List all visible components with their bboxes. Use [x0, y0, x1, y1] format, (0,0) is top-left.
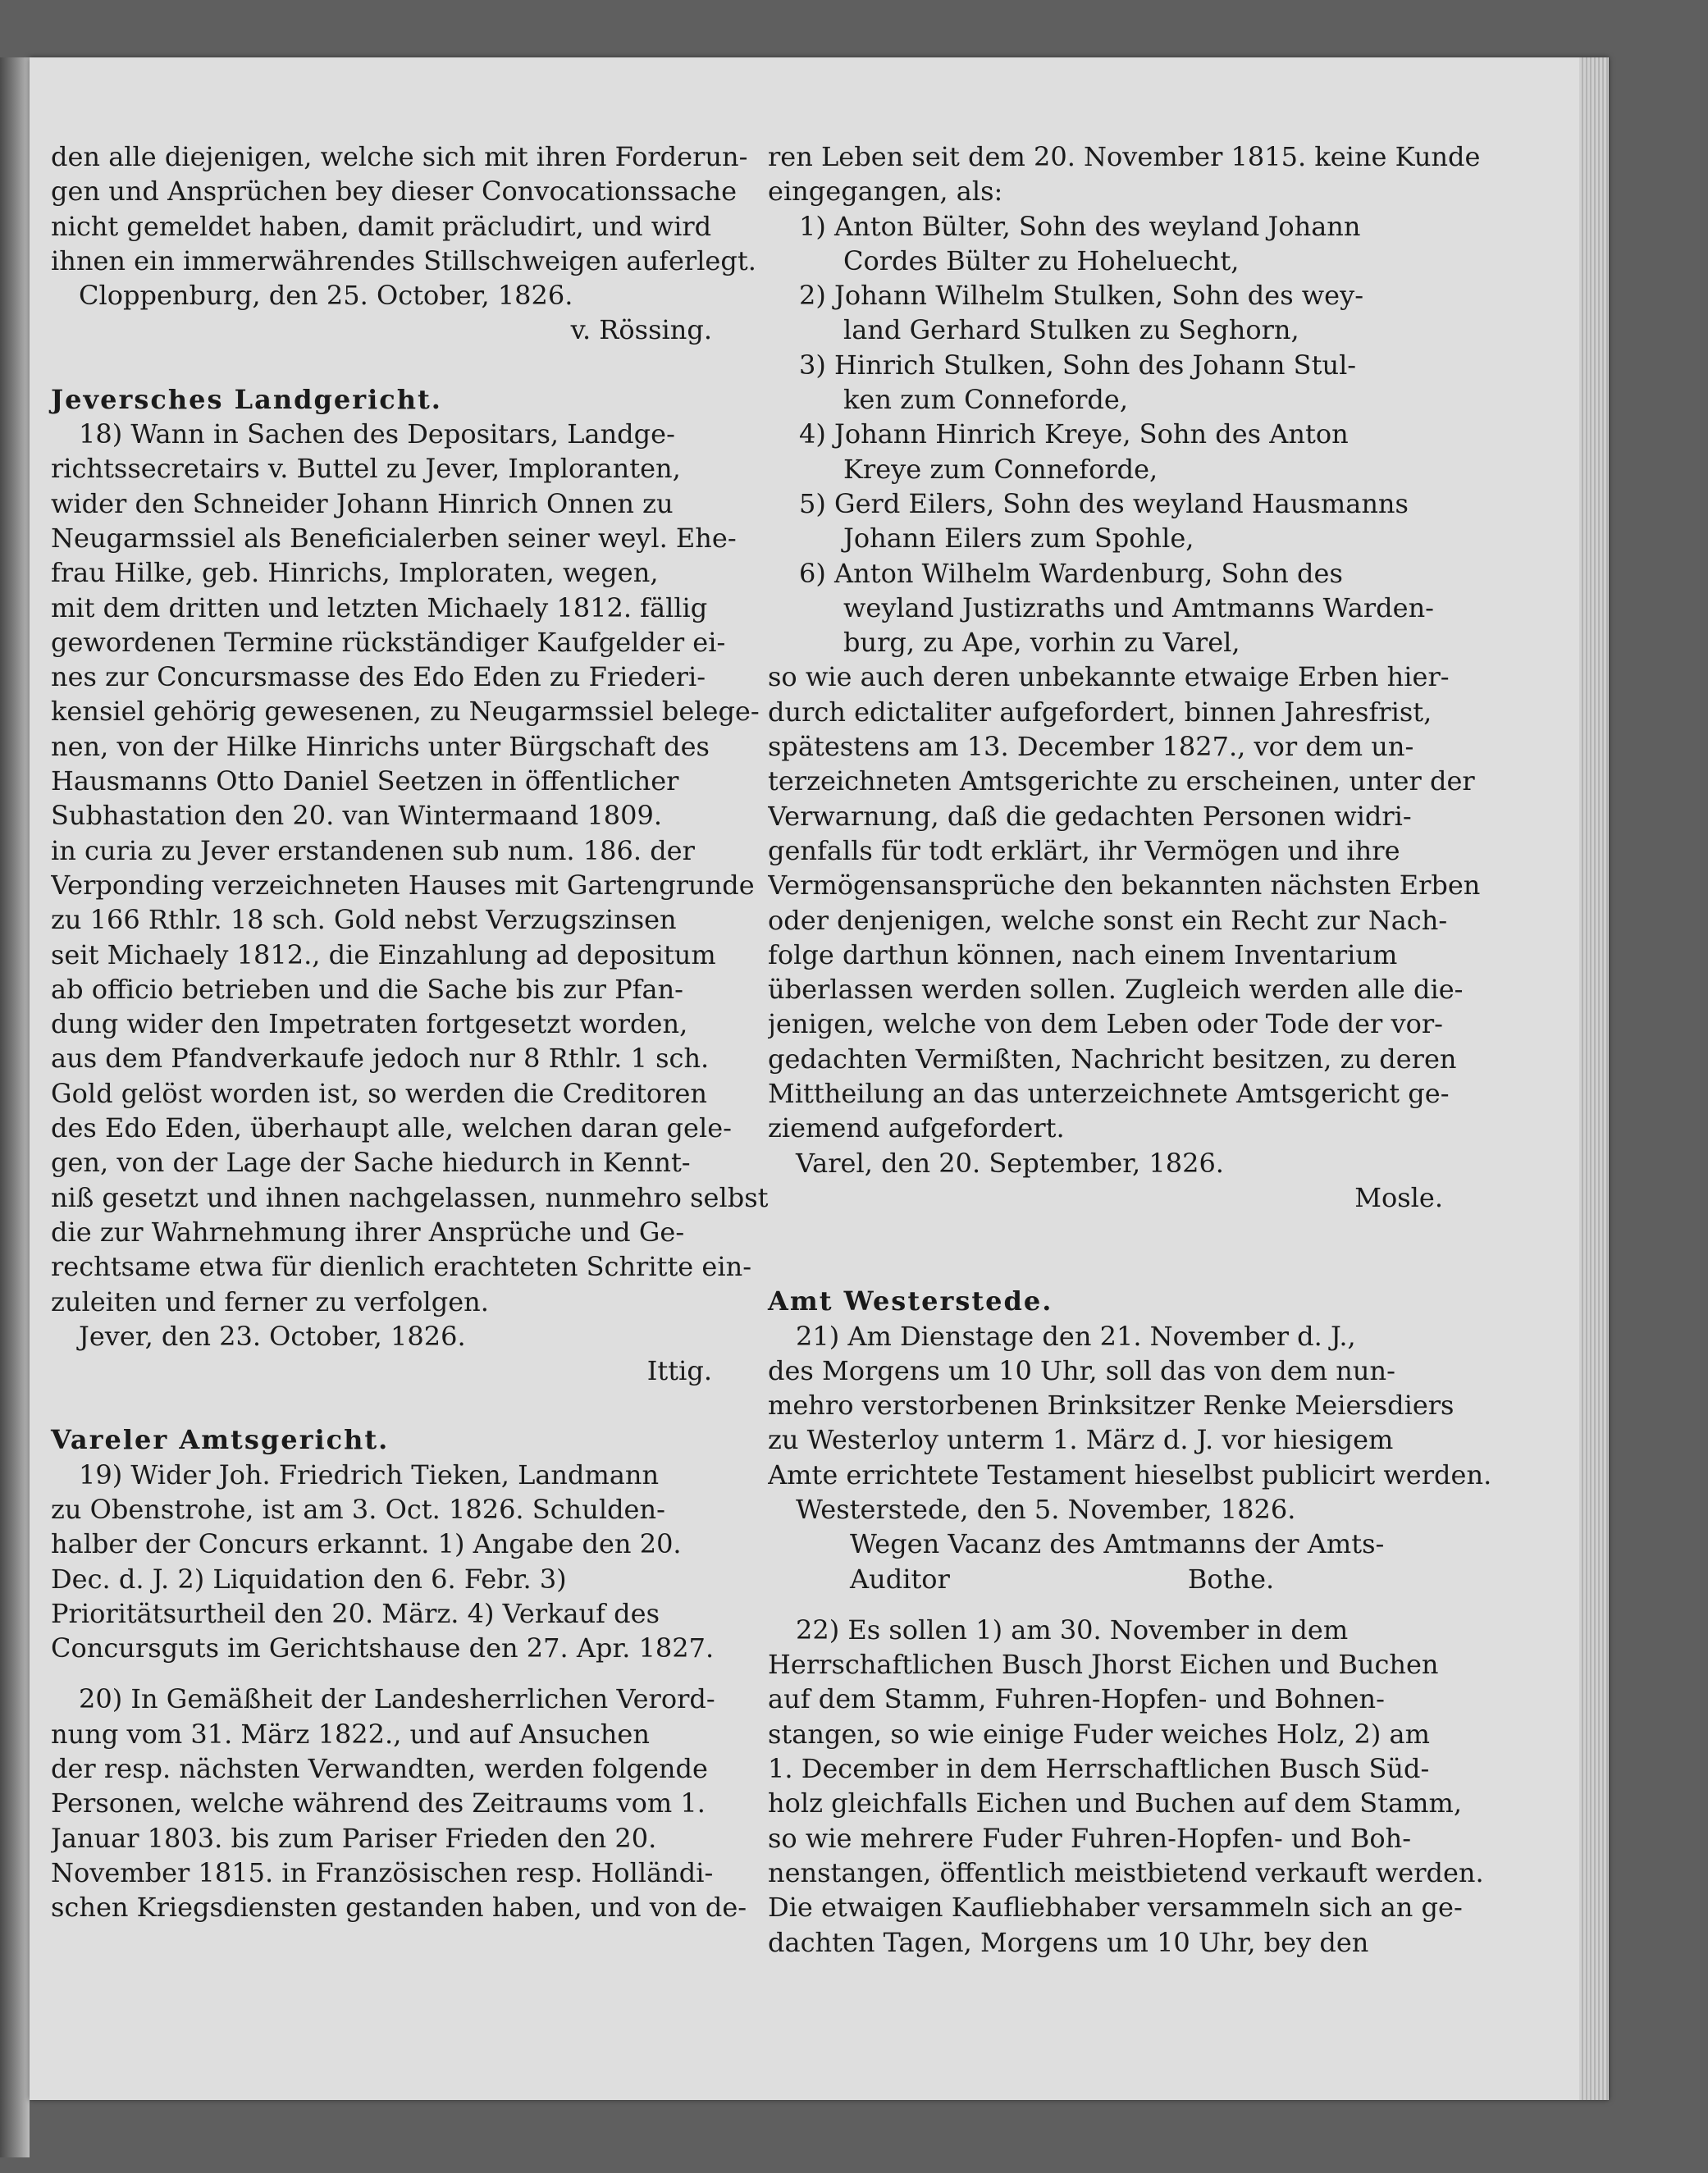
text-line: 21) Am Dienstage den 21. November d. J., [796, 1320, 1356, 1352]
list-item-continuation: burg, zu Ape, vorhin zu Varel, [843, 627, 1240, 659]
text-line: schen Kriegsdiensten gestanden haben, und von de- [51, 1892, 747, 1924]
text-line: Subhastation den 20. van Wintermaand 1809. [51, 800, 663, 832]
list-item: 4) Johann Hinrich Kreye, Sohn des Anton [799, 418, 1349, 450]
notice-20-body [768, 660, 1500, 1215]
text-line: November 1815. in Französischen resp. Holländi- [51, 1856, 714, 1888]
text-line: richtssecretairs v. Buttel zu Jever, Imploranten, [51, 453, 681, 485]
list-item: 6) Anton Wilhelm Wardenburg, Sohn des [799, 557, 1343, 589]
text-line: 22) Es sollen 1) am 30. November in dem [796, 1614, 1349, 1646]
text-line: nicht gemeldet haben, damit präcludirt, und wird [51, 210, 712, 242]
text-line: nenstangen, öffentlich meistbietend verkauft werden. [768, 1856, 1484, 1888]
text-line: gen, von der Lage der Sache hiedurch in Kennt- [51, 1147, 691, 1179]
text-line: so wie auch deren unbekannte etwaige Erben hier- [768, 661, 1450, 693]
text-line: ren Leben seit dem 20. November 1815. keine Kunde [768, 141, 1481, 172]
text-line: jenigen, welche von dem Leben oder Tode der vor- [768, 1008, 1443, 1040]
signature: Bothe. [1187, 1563, 1275, 1595]
text-line: dachten Tagen, Morgens um 10 Uhr, bey den [768, 1926, 1369, 1958]
text-line: Neugarmssiel als Beneficialerben seiner weyl. Ehe- [51, 522, 737, 554]
list-item: 2) Johann Wilhelm Stulken, Sohn des wey- [799, 280, 1363, 312]
list-item-continuation: ken zum Conneforde, [843, 384, 1128, 416]
text-line: Januar 1803. bis zum Pariser Frieden den 20. [51, 1822, 657, 1854]
notice-20 [51, 1682, 770, 1924]
person-list [768, 209, 1500, 660]
section-heading-westerstede: Amt Westerstede. [768, 1285, 1053, 1317]
notice-21 [768, 1319, 1500, 1596]
signature: Mosle. [1354, 1181, 1443, 1213]
list-item: 1) Anton Bülter, Sohn des weyland Johann [799, 210, 1361, 242]
list-item-continuation: land Gerhard Stulken zu Seghorn, [843, 314, 1299, 346]
section-heading-jever: Jeversches Landgericht. [51, 383, 442, 415]
text-line: wider den Schneider Johann Hinrich Onnen zu [51, 487, 674, 519]
signature: Ittig. [646, 1355, 712, 1387]
right-column [768, 139, 1500, 1960]
text-line: zu Westerloy unterm 1. März d. J. vor hiesigem [768, 1424, 1394, 1456]
text-line: Prioritätsurtheil den 20. März. 4) Verkauf des [51, 1597, 660, 1629]
text-line: genfalls für todt erklärt, ihr Vermögen und ihre [768, 834, 1400, 866]
text-line: der resp. nächsten Verwandten, werden folgende [51, 1753, 708, 1785]
text-line: Vermögensansprüche den bekannten nächsten Erben [768, 870, 1481, 902]
text-line: seit Michaely 1812., die Einzahlung ad depositum [51, 938, 716, 970]
text-line: aus dem Pfandverkaufe jedoch nur 8 Rthlr. 1 sch. [51, 1043, 710, 1075]
text-line: 19) Wider Joh. Friedrich Tieken, Landmann [79, 1459, 660, 1491]
text-line: ihnen ein immerwährendes Stillschweigen auferlegt. [51, 244, 756, 276]
text-line: spätestens am 13. December 1827., vor dem un- [768, 731, 1414, 763]
text-line: überlassen werden sollen. Zugleich werden alle die- [768, 974, 1464, 1006]
signature-row [768, 1562, 1500, 1596]
text-line: Herrschaftlichen Busch Jhorst Eichen und Buchen [768, 1649, 1439, 1681]
text-line: durch edictaliter aufgefordert, binnen Jahresfrist, [768, 696, 1432, 728]
text-line: 1. December in dem Herrschaftlichen Busch Süd- [768, 1753, 1430, 1785]
text-line: 20) In Gemäßheit der Landesherrlichen Verord- [79, 1683, 715, 1715]
list-item-continuation: Cordes Bülter zu Hoheluecht, [843, 244, 1240, 276]
notice-19 [51, 1458, 770, 1666]
scan-background-edge [0, 57, 30, 2157]
notice-18 [51, 417, 770, 1388]
notice-20-continued [768, 139, 1500, 209]
text-line: holz gleichfalls Eichen und Buchen auf dem Stamm, [768, 1787, 1462, 1819]
text-line: folge darthun können, nach einem Inventarium [768, 938, 1398, 970]
list-item-continuation: Kreye zum Conneforde, [843, 453, 1158, 485]
notice-22 [768, 1613, 1500, 1960]
text-line: stangen, so wie einige Fuder weiches Holz, 2) am [768, 1718, 1430, 1750]
text-line: frau Hilke, geb. Hinrichs, Imploraten, wegen, [51, 557, 659, 589]
text-line: zu 166 Rthlr. 18 sch. Gold nebst Verzugszinsen [51, 904, 677, 936]
dateline: Cloppenburg, den 25. October, 1826. [79, 280, 573, 312]
dateline: Varel, den 20. September, 1826. [796, 1147, 1224, 1179]
text-line: in curia zu Jever erstandenen sub num. 186. der [51, 834, 695, 866]
text-line: auf dem Stamm, Fuhren-Hopfen- und Bohnen- [768, 1683, 1385, 1715]
text-line: rechtsame etwa für dienlich erachteten Schritte ein- [51, 1251, 751, 1283]
text-line: ab officio betrieben und die Sache bis zur Pfan- [51, 973, 683, 1005]
text-line: Personen, welche während des Zeitraums vom 1. [51, 1787, 706, 1819]
text-line: mit dem dritten und letzten Michaely 1812. fällig [51, 591, 708, 623]
text-line: zuleiten und ferner zu verfolgen. [51, 1285, 489, 1317]
page-stack-edge [1579, 57, 1609, 2100]
auditor-label: Auditor [850, 1563, 950, 1595]
text-line: so wie mehrere Fuder Fuhren-Hopfen- und Boh- [768, 1822, 1412, 1854]
continuation-paragraph [51, 139, 770, 348]
dateline: Jever, den 23. October, 1826. [79, 1320, 466, 1352]
text-line: dung wider den Impetraten fortgesetzt worden, [51, 1008, 688, 1040]
text-line: terzeichneten Amtsgerichte zu erscheinen, unter der [768, 765, 1475, 797]
text-line: nes zur Concursmasse des Edo Eden zu Friederi- [51, 661, 706, 693]
text-line: Amte errichtete Testament hieselbst publicirt werden. [768, 1459, 1492, 1491]
text-line: Dec. d. J. 2) Liquidation den 6. Febr. 3) [51, 1563, 567, 1595]
text-line: Gold gelöst worden ist, so werden die Creditoren [51, 1077, 708, 1109]
text-line: Hausmanns Otto Daniel Seetzen in öffentlicher [51, 765, 679, 797]
text-line: nung vom 31. März 1822., und auf Ansuchen [51, 1718, 650, 1750]
text-line: nen, von der Hilke Hinrichs unter Bürgschaft des [51, 730, 710, 762]
signature: v. Rössing. [570, 314, 712, 346]
list-item: 3) Hinrich Stulken, Sohn des Johann Stul- [799, 349, 1357, 381]
text-line: des Morgens um 10 Uhr, soll das von dem nun- [768, 1354, 1395, 1386]
text-line: gen und Ansprüchen bey dieser Convocationssache [51, 176, 738, 208]
text-line: oder denjenigen, welche sonst ein Recht zur Nach- [768, 904, 1448, 936]
text-line: Mittheilung an das unterzeichnete Amtsgericht ge- [768, 1078, 1450, 1110]
left-column [51, 139, 770, 1925]
signature-line: Wegen Vacanz des Amtmanns der Amts- [850, 1528, 1385, 1560]
text-line: niß gesetzt und ihnen nachgelassen, nunmehro selbst [51, 1181, 769, 1213]
text-line: halber der Concurs erkannt. 1) Angabe den 20. [51, 1528, 682, 1560]
text-line: mehro verstorbenen Brinksitzer Renke Meiersdiers [768, 1390, 1455, 1422]
list-item-continuation: weyland Justizraths und Amtmanns Warden- [843, 591, 1434, 623]
text-line: Die etwaigen Kaufliebhaber versammeln sich an ge- [768, 1892, 1463, 1924]
text-line: gedachten Vermißten, Nachricht besitzen, zu deren [768, 1043, 1457, 1075]
text-line: zu Obenstrohe, ist am 3. Oct. 1826. Schulden- [51, 1493, 665, 1525]
text-line: Verponding verzeichneten Hauses mit Gartengrunde [51, 869, 755, 901]
list-item-continuation: Johann Eilers zum Spohle, [843, 523, 1194, 555]
list-item: 5) Gerd Eilers, Sohn des weyland Hausmanns [799, 487, 1409, 519]
text-line: 18) Wann in Sachen des Depositars, Landge- [79, 418, 675, 450]
section-heading-vareler: Vareler Amtsgericht. [51, 1424, 390, 1456]
text-line: Concursguts im Gerichtshause den 27. Apr. 1827. [51, 1632, 715, 1664]
text-line: den alle diejenigen, welche sich mit ihren Forderun- [51, 141, 748, 172]
text-line: eingegangen, als: [768, 176, 1003, 208]
document-page [30, 57, 1609, 2100]
dateline: Westerstede, den 5. November, 1826. [796, 1493, 1296, 1525]
text-line: kensiel gehörig gewesenen, zu Neugarmssiel belege- [51, 696, 760, 728]
text-line: ziemend aufgefordert. [768, 1112, 1065, 1144]
text-line: gewordenen Termine rückständiger Kaufgelder ei- [51, 626, 726, 658]
text-line: die zur Wahrnehmung ihrer Ansprüche und Ge- [51, 1216, 685, 1248]
text-line: Verwarnung, daß die gedachten Personen widri- [768, 800, 1412, 832]
text-line: des Edo Eden, überhaupt alle, welchen daran gele- [51, 1112, 732, 1144]
